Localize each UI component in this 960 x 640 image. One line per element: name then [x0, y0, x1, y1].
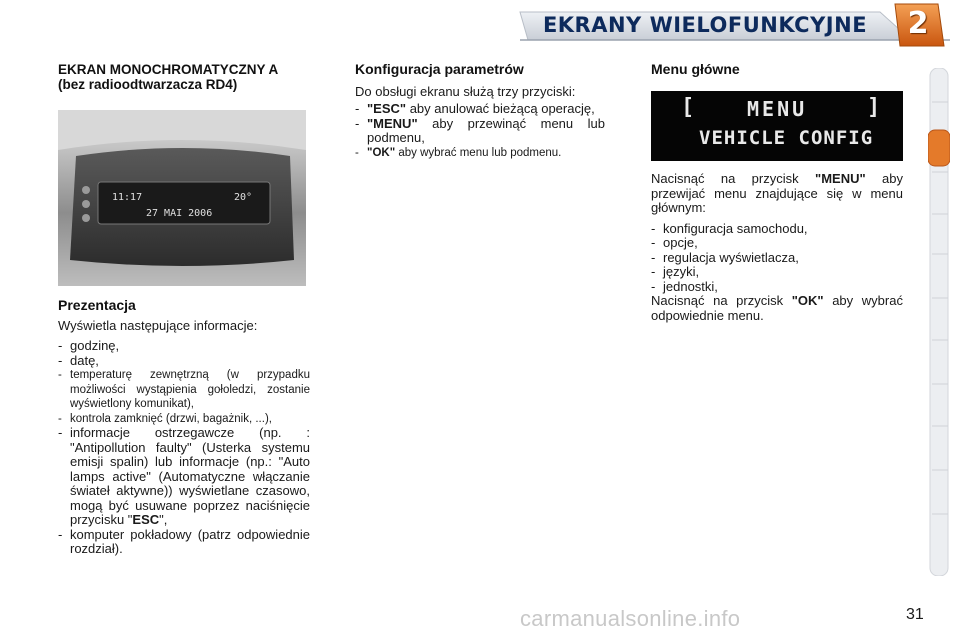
page-number: 31 [906, 606, 924, 623]
active-chapter-tab [928, 130, 950, 166]
list-item: - jednostki, [651, 278, 718, 294]
middle-column [355, 62, 605, 160]
list-item: - datę, [58, 352, 99, 368]
list-item: - regulacja wyświetlacza, [651, 249, 799, 265]
lcd-bracket-left: [ [681, 95, 698, 120]
list-item: - kontrola zamknięć (drzwi, bagażnik, ...), [58, 412, 272, 425]
presentation-title: Prezentacja [58, 297, 136, 313]
presentation-list [58, 339, 310, 557]
list-item: - "MENU" aby przewinąć menu lub podmenu, [355, 115, 605, 145]
lcd-vehicle-config: VEHICLE CONFIG [699, 127, 874, 149]
screen-heading: EKRAN MONOCHROMATYCZNY A [58, 62, 279, 77]
left-column [58, 62, 310, 92]
main-menu-body [651, 172, 903, 323]
list-item: - opcje, [651, 235, 698, 250]
display-date: 27 MAI 2006 [146, 208, 213, 219]
list-item: - "OK" aby wybrać menu lub podmenu. [355, 146, 562, 159]
dashboard-display-photo [58, 110, 306, 286]
list-item: - godzinę, [58, 338, 120, 353]
lcd-menu-text: MENU [747, 97, 808, 121]
configuration-intro: Do obsługi ekranu służą trzy przyciski: [355, 83, 576, 99]
display-time: 11:17 [112, 192, 143, 203]
site-watermark: carmanualsonline.info [520, 606, 741, 631]
right-column [651, 62, 903, 77]
presentation-intro: Wyświetla następujące informacje: [58, 317, 258, 333]
chapter-number: 2 [907, 6, 929, 41]
esc-key-label: ESC [132, 512, 160, 527]
list-item: - konfiguracja samochodu, [651, 220, 808, 236]
screen-subheading: (bez radioodtwarzacza RD4) [58, 77, 238, 92]
chapter-tabs-sidebar[interactable] [928, 68, 950, 576]
main-menu-paragraph: Nacisnąć na przycisk "MENU" aby przewijać menu znajdujące się w menu głównym: [651, 171, 903, 215]
list-item: - temperaturę zewnętrzną (w przypadku możliwości wystąpienia gołoledzi, zostanie wyświetlony komunikat), [58, 369, 310, 410]
button-list [355, 102, 605, 160]
ok-paragraph: Nacisnąć na przycisk "OK" aby wybrać odpowiednie menu. [651, 293, 903, 323]
main-menu-title: Menu główne [651, 61, 740, 77]
presentation-section [58, 298, 310, 557]
lcd-bracket-right: ] [867, 95, 884, 120]
list-item: - "ESC" aby anulować bieżącą operację, [355, 101, 595, 116]
list-item: - języki, [651, 264, 700, 279]
display-temperature: 20° [234, 192, 253, 203]
list-item: - informacje ostrzegawcze (np. : "Antipollution faulty" (Usterka systemu emisji spalin) lub informacje (np.: "Auto lamps active" (Automatyczne włączanie świateł aktywne)) wyświetlane czasowo, mogą być usuwane poprzez naciśnięcie przycisku "ESC", [58, 425, 310, 527]
menu-lcd-display [651, 91, 903, 161]
main-menu-list [651, 222, 903, 295]
configuration-title: Konfiguracja parametrów [355, 61, 524, 77]
page-title: EKRANY WIELOFUNKCYJNE [542, 13, 868, 37]
list-item: - komputer pokładowy (patrz odpowiednie rozdział). [58, 526, 310, 556]
